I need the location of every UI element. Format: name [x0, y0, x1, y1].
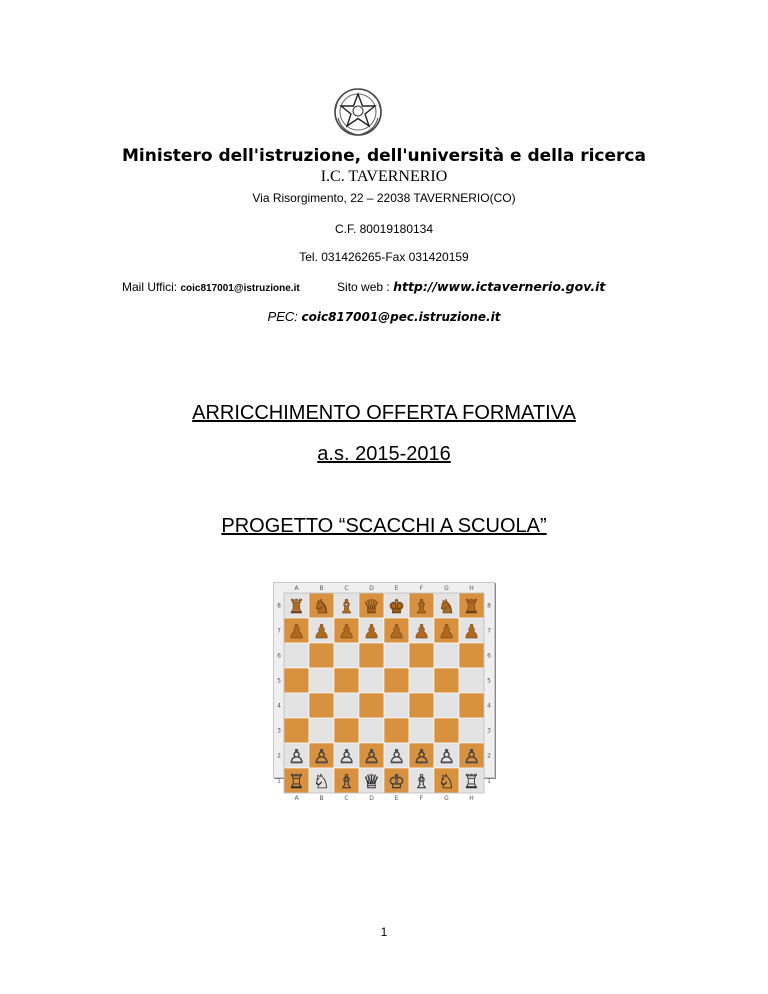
file-label-top-b: B: [319, 585, 324, 592]
chess-piece-f1: ♗: [412, 771, 431, 793]
chess-piece-b7: ♟: [312, 621, 331, 643]
republic-emblem-icon: [332, 86, 384, 138]
school-year: a.s. 2015-2016: [317, 443, 451, 465]
chess-piece-g7: ♟: [437, 621, 456, 643]
file-label-top-d: D: [369, 585, 374, 592]
board-square-b6: [309, 643, 334, 668]
rank-label-right-5: 5: [487, 677, 491, 685]
chess-piece-b8: ♞: [312, 596, 331, 618]
chess-piece-a2: ♙: [287, 746, 306, 768]
board-square-f4: [409, 693, 434, 718]
rank-label-right-4: 4: [487, 702, 491, 710]
file-label-bottom-d: D: [369, 795, 374, 802]
board-square-g5: [434, 668, 459, 693]
mail-link[interactable]: coic817001@istruzione.it: [180, 283, 300, 294]
chess-piece-d1: ♕: [362, 771, 381, 793]
rank-label-left-6: 6: [277, 652, 281, 660]
chess-piece-h2: ♙: [462, 746, 481, 768]
rank-label-left-1: 1: [277, 777, 281, 785]
board-square-e3: [384, 718, 409, 743]
file-label-bottom-f: F: [419, 795, 424, 802]
chess-piece-h7: ♟: [462, 621, 481, 643]
rank-label-left-3: 3: [277, 727, 281, 735]
board-square-d4: [359, 693, 384, 718]
rank-label-left-7: 7: [277, 627, 281, 635]
chess-piece-e1: ♔: [387, 771, 406, 793]
board-square-b5: [309, 668, 334, 693]
chessboard: [274, 583, 494, 802]
file-label-bottom-e: E: [394, 795, 399, 802]
file-label-top-h: H: [469, 585, 474, 592]
board-square-d6: [359, 643, 384, 668]
chess-piece-f7: ♟: [412, 621, 431, 643]
site-link[interactable]: http://www.ictavernerio.gov.it: [393, 279, 606, 294]
chess-piece-a8: ♜: [287, 596, 306, 618]
chess-piece-f2: ♙: [412, 746, 431, 768]
board-square-h3: [459, 718, 484, 743]
board-square-c6: [334, 643, 359, 668]
file-label-top-e: E: [394, 585, 399, 592]
ministry-title: Ministero dell'istruzione, dell'università e della ricerca: [122, 146, 646, 166]
pec-label: PEC:: [267, 309, 302, 324]
chess-piece-d7: ♟: [362, 621, 381, 643]
board-square-g3: [434, 718, 459, 743]
board-square-d3: [359, 718, 384, 743]
rank-label-right-7: 7: [487, 627, 491, 635]
board-square-h6: [459, 643, 484, 668]
board-square-g4: [434, 693, 459, 718]
chess-piece-c7: ♟: [337, 621, 356, 643]
project-title: PROGETTO “SCACCHI A SCUOLA”: [221, 515, 547, 537]
rank-label-left-2: 2: [277, 752, 281, 760]
pec-row: [0, 309, 768, 324]
board-square-e5: [384, 668, 409, 693]
file-label-top-c: C: [344, 585, 349, 592]
board-square-a3: [284, 718, 309, 743]
chess-piece-g8: ♞: [437, 596, 456, 618]
chessboard-image: [273, 582, 495, 802]
mail-label: Mail Uffici:: [122, 280, 181, 294]
rank-label-left-5: 5: [277, 677, 281, 685]
rank-label-right-1: 1: [487, 777, 491, 785]
board-square-h4: [459, 693, 484, 718]
chess-piece-g1: ♘: [437, 771, 456, 793]
pec-link[interactable]: coic817001@pec.istruzione.it: [301, 310, 501, 324]
document-title: ARRICCHIMENTO OFFERTA FORMATIVA: [192, 402, 576, 424]
contact-row: [122, 279, 605, 294]
school-address: Via Risorgimento, 22 – 22038 TAVERNERIO(CO): [252, 191, 516, 205]
board-square-c5: [334, 668, 359, 693]
board-square-f6: [409, 643, 434, 668]
rank-label-right-3: 3: [487, 727, 491, 735]
phone-fax: Tel. 031426265-Fax 031420159: [299, 250, 469, 264]
chess-piece-d2: ♙: [362, 746, 381, 768]
rank-label-right-8: 8: [487, 602, 491, 610]
file-label-bottom-c: C: [344, 795, 349, 802]
chess-piece-c2: ♙: [337, 746, 356, 768]
chess-piece-b2: ♙: [312, 746, 331, 768]
rank-label-left-8: 8: [277, 602, 281, 610]
board-square-a5: [284, 668, 309, 693]
site-label: Sito web :: [337, 280, 394, 294]
board-square-a4: [284, 693, 309, 718]
file-label-bottom-a: A: [294, 795, 299, 802]
chess-piece-c8: ♝: [337, 596, 356, 618]
chess-piece-b1: ♘: [312, 771, 331, 793]
board-square-b4: [309, 693, 334, 718]
board-square-f3: [409, 718, 434, 743]
file-label-bottom-g: G: [444, 795, 449, 802]
chess-piece-e7: ♟: [387, 621, 406, 643]
fiscal-code: C.F. 80019180134: [334, 222, 434, 236]
file-label-top-f: F: [419, 585, 424, 592]
board-square-e6: [384, 643, 409, 668]
chess-piece-f8: ♝: [412, 596, 431, 618]
board-square-d5: [359, 668, 384, 693]
chess-piece-h8: ♜: [462, 596, 481, 618]
school-name: I.C. TAVERNERIO: [320, 168, 448, 185]
board-square-a6: [284, 643, 309, 668]
chess-piece-c1: ♗: [337, 771, 356, 793]
board-square-c4: [334, 693, 359, 718]
chess-piece-e2: ♙: [387, 746, 406, 768]
file-label-top-g: G: [444, 585, 449, 592]
board-square-f5: [409, 668, 434, 693]
file-label-bottom-b: B: [319, 795, 324, 802]
rank-label-left-4: 4: [277, 702, 281, 710]
board-square-c3: [334, 718, 359, 743]
file-label-top-a: A: [294, 585, 299, 592]
chess-piece-e8: ♚: [387, 596, 406, 618]
chess-piece-h1: ♖: [462, 771, 481, 793]
rank-label-right-2: 2: [487, 752, 491, 760]
chess-piece-a7: ♟: [287, 621, 306, 643]
rank-label-right-6: 6: [487, 652, 491, 660]
board-square-e4: [384, 693, 409, 718]
chess-piece-a1: ♖: [287, 771, 306, 793]
page-number: 1: [380, 925, 388, 939]
board-square-g6: [434, 643, 459, 668]
chess-piece-d8: ♛: [362, 596, 381, 618]
file-label-bottom-h: H: [469, 795, 474, 802]
board-square-b3: [309, 718, 334, 743]
chess-piece-g2: ♙: [437, 746, 456, 768]
board-square-h5: [459, 668, 484, 693]
